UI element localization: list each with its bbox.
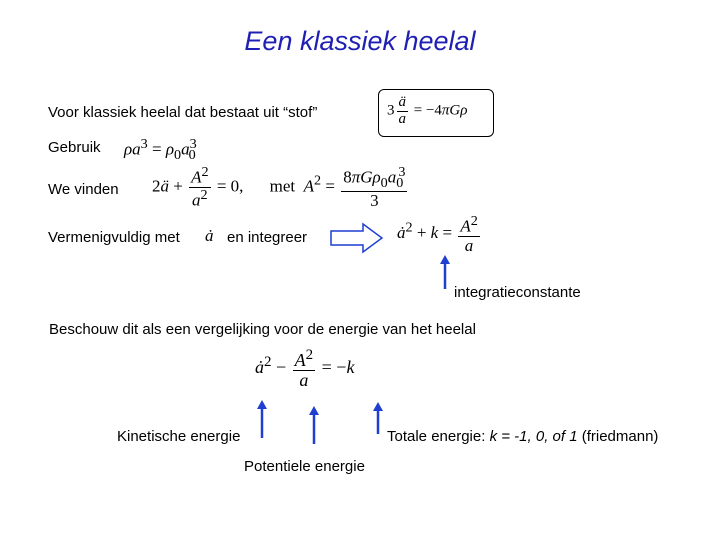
integration-constant-label: integratieconstante bbox=[454, 284, 581, 301]
energy-equation: $ȧ^2$ − $\frac{A^2}{a}$ = −k bbox=[255, 347, 355, 390]
potential-energy-label: Potentiele energie bbox=[244, 458, 365, 475]
total-energy-suffix: (friedmann) bbox=[577, 428, 659, 445]
kinetic-energy-label: Kinetische energie bbox=[117, 428, 241, 445]
row1-label: Voor klassiek heelal dat bestaat uit “stof” bbox=[48, 104, 318, 121]
adot-symbol: ȧ bbox=[205, 226, 214, 245]
row4-label-b: en integreer bbox=[227, 229, 308, 246]
kinetic-arrow-head bbox=[257, 400, 267, 409]
slide-title: Een klassiek heelal bbox=[244, 26, 476, 56]
integrate-arrow bbox=[331, 224, 382, 252]
found-equation: 2ä + $\frac{A^2}{a^2}$ = 0, met $A^2$ = $\frac{8\pi G\rho_0a_0^3}{3}$ bbox=[152, 164, 406, 210]
row4-label-a: Vermenigvuldig met bbox=[48, 229, 180, 246]
total-energy-prefix: Totale energie: bbox=[387, 428, 490, 445]
total-energy-label bbox=[387, 428, 658, 445]
row3-label: We vinden bbox=[48, 181, 119, 198]
row2-label: Gebruik bbox=[48, 139, 101, 156]
acceleration-equation: 3 $\frac{ä}{a}$ = −4πGρ bbox=[387, 94, 468, 127]
density-equation: $\rho a^3 = \rho_0a_0^3$ bbox=[124, 136, 197, 164]
potential-arrow-head bbox=[309, 406, 319, 415]
energy-integral-equation: $ȧ^2 + k$ = $\frac{A^2}{a}$ bbox=[397, 213, 478, 255]
energy-heading: Beschouw dit als een vergelijking voor de energie van het heelal bbox=[49, 321, 476, 338]
total-energy-values: k = -1, 0, of 1 bbox=[489, 428, 578, 445]
integration-constant-arrow-head bbox=[440, 255, 450, 264]
total-arrow-head bbox=[373, 402, 383, 411]
